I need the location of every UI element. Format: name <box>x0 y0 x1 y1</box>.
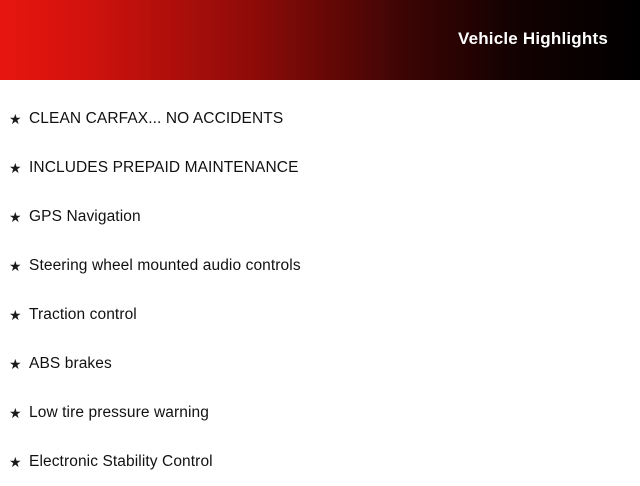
star-icon: ★ <box>9 355 22 372</box>
list-item <box>0 192 640 241</box>
highlight-label: Low tire pressure warning <box>29 403 209 421</box>
highlight-label: Electronic Stability Control <box>29 452 213 470</box>
list-item <box>0 437 640 486</box>
star-icon: ★ <box>9 110 22 127</box>
star-icon: ★ <box>9 208 22 225</box>
highlight-label: Steering wheel mounted audio controls <box>29 256 301 274</box>
list-item <box>0 339 640 388</box>
star-icon: ★ <box>9 159 22 176</box>
star-icon: ★ <box>9 257 22 274</box>
highlight-label: INCLUDES PREPAID MAINTENANCE <box>29 158 299 176</box>
highlight-label: ABS brakes <box>29 354 112 372</box>
page-title: Vehicle Highlights <box>457 29 608 48</box>
star-icon: ★ <box>9 404 22 421</box>
highlight-label: CLEAN CARFAX... NO ACCIDENTS <box>29 109 284 127</box>
highlight-label: Traction control <box>29 305 137 323</box>
header-bar <box>0 0 640 80</box>
highlights-list <box>0 80 640 486</box>
highlight-label: GPS Navigation <box>29 207 141 225</box>
list-item <box>0 388 640 437</box>
star-icon: ★ <box>9 306 22 323</box>
list-item <box>0 143 640 192</box>
list-item <box>0 94 640 143</box>
star-icon: ★ <box>9 453 22 470</box>
list-item <box>0 290 640 339</box>
list-item <box>0 241 640 290</box>
